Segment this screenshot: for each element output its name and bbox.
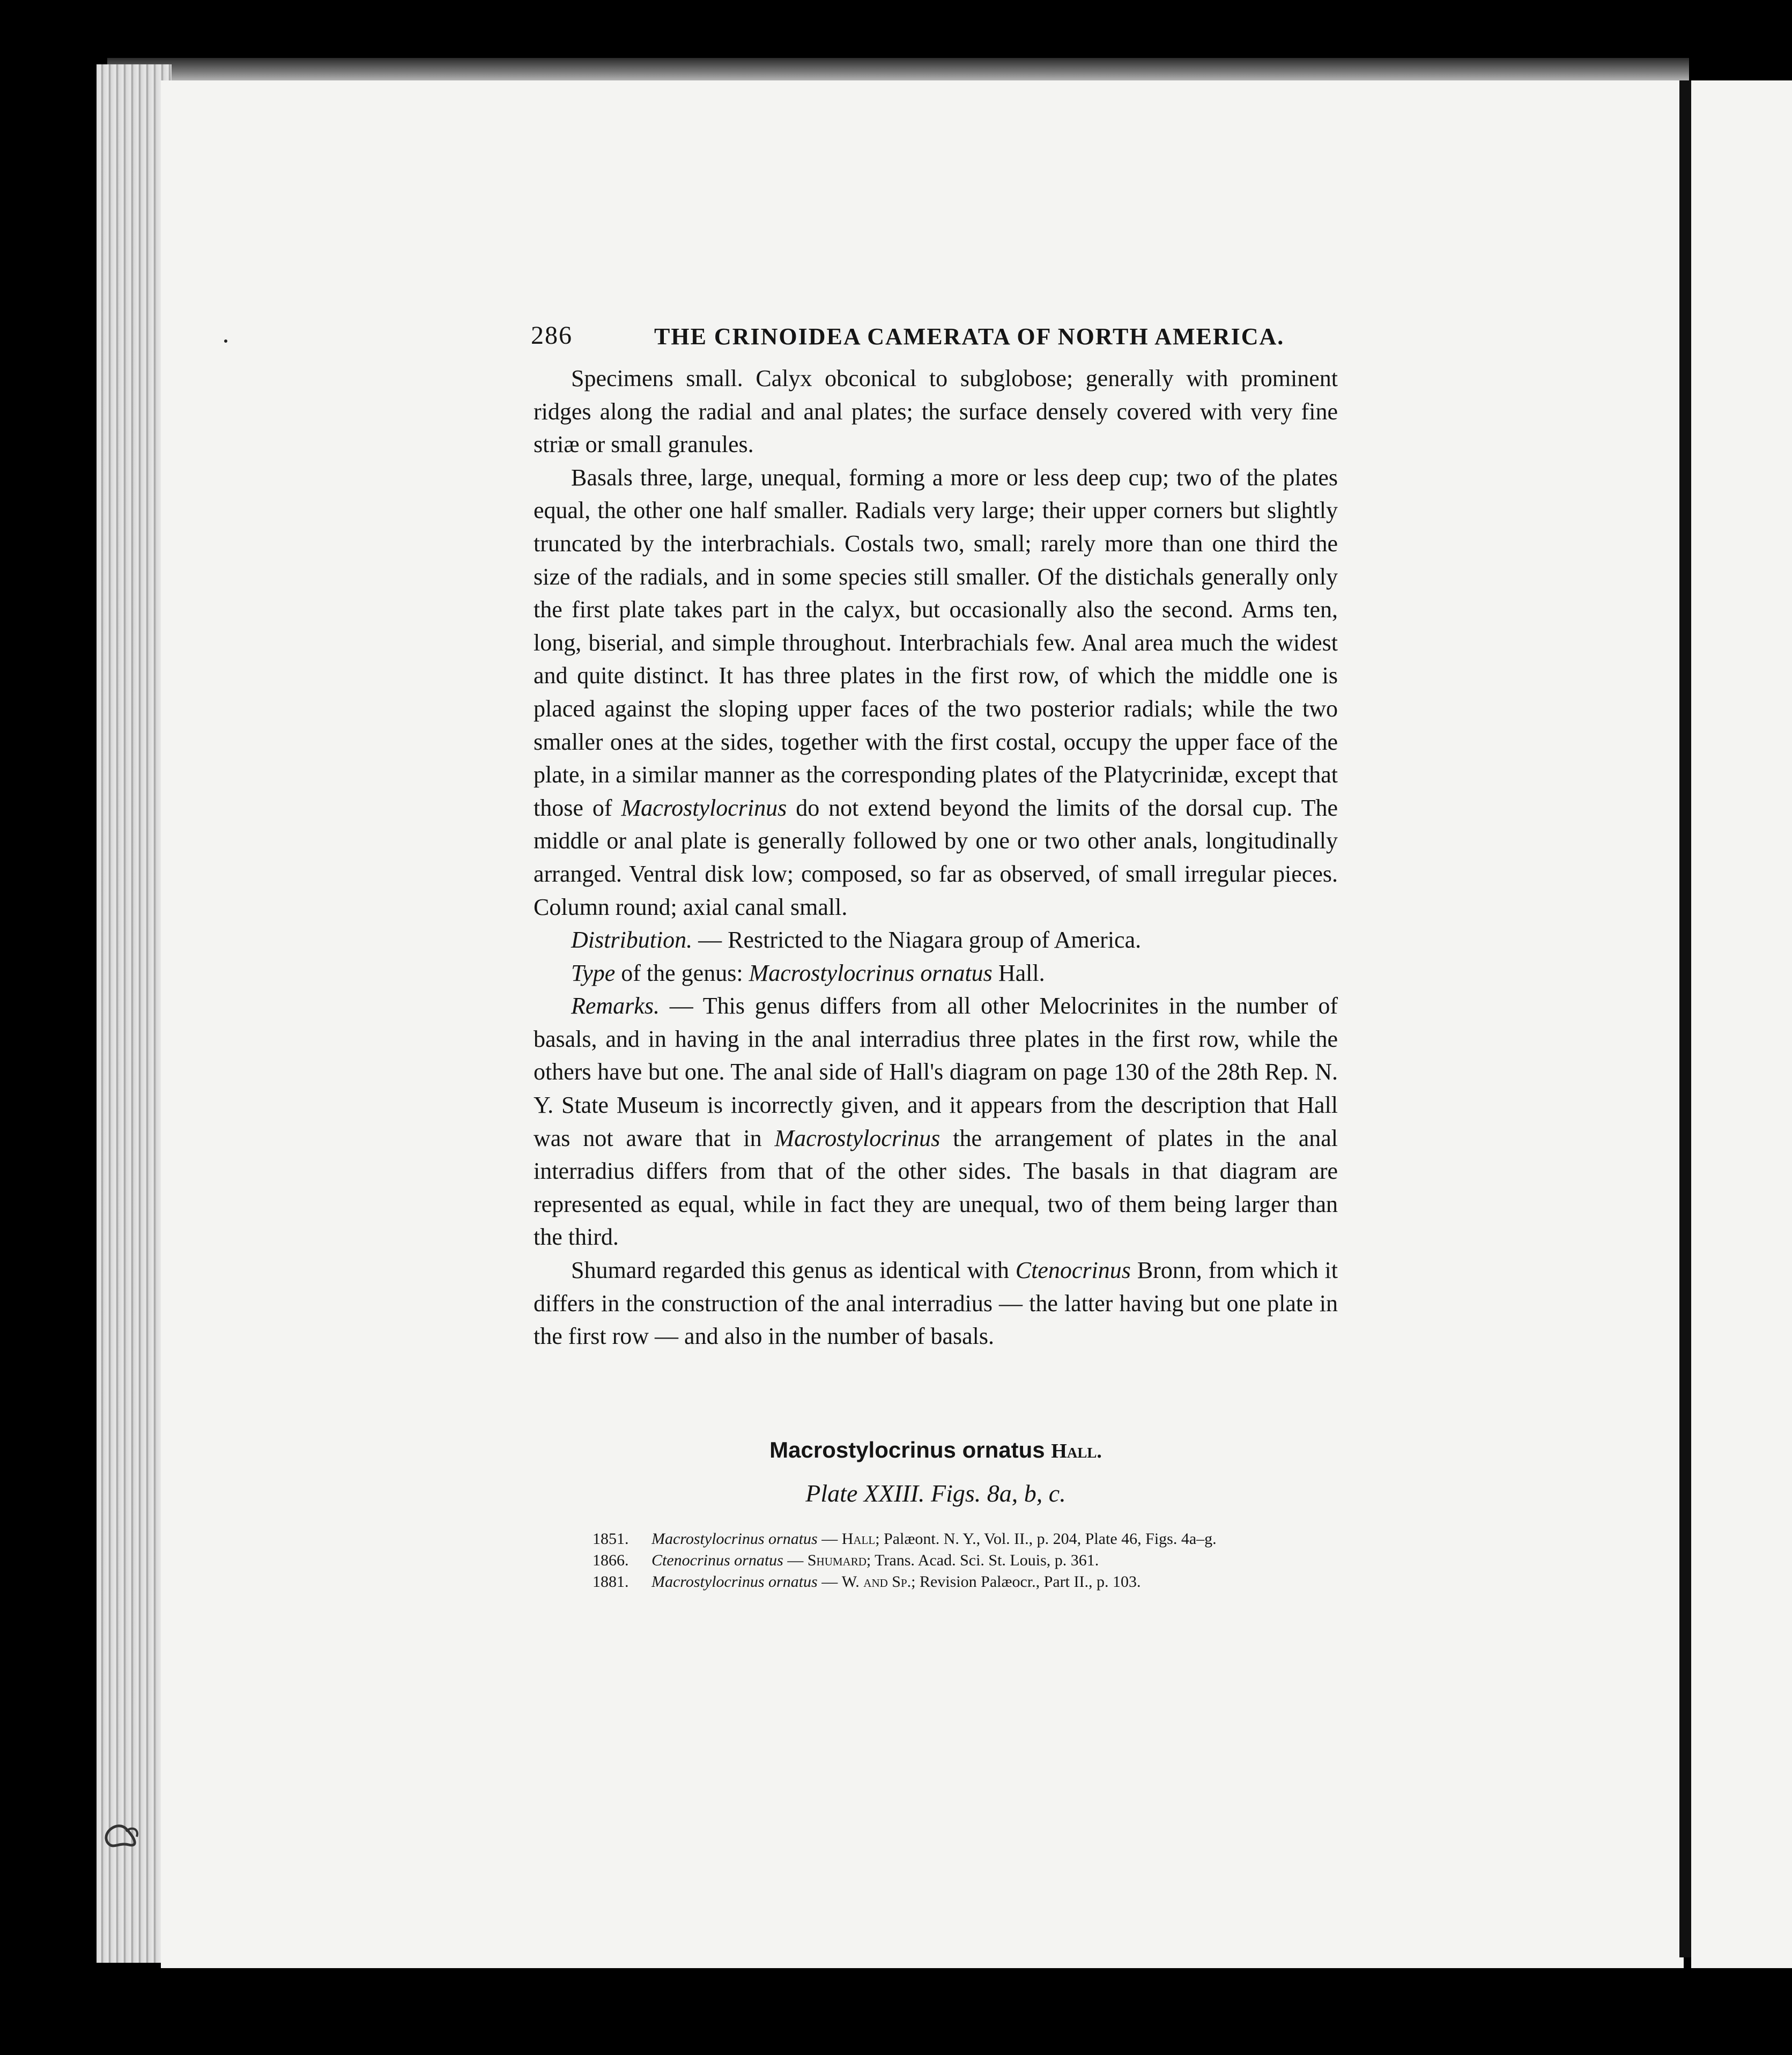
synonymy-entry <box>593 1571 1343 1593</box>
distribution-label: Distribution. <box>571 927 693 953</box>
book-page-stack <box>97 64 172 1963</box>
plate-reference: Plate XXIII. Figs. 8a, b, c. <box>805 1480 1066 1507</box>
page-gutter-shadow <box>1679 80 1691 1957</box>
page-number: 286 <box>531 321 573 350</box>
synonymy-entry <box>593 1528 1343 1550</box>
synonymy-citation: ; Palæont. N. Y., Vol. II., p. 204, Plate 46, Figs. 4a–g. <box>875 1530 1217 1548</box>
synonymy-author: Shumard <box>807 1551 867 1569</box>
synonymy-year: 1851. <box>593 1530 629 1548</box>
synonymy-name: Macrostylocrinus ornatus <box>651 1573 818 1591</box>
synonymy-name: Macrostylocrinus ornatus <box>651 1530 818 1548</box>
genus-name: Macrostylocrinus <box>621 794 787 821</box>
synonymy-year: 1881. <box>593 1573 629 1591</box>
scan-speck <box>224 339 227 343</box>
paragraph-plates <box>534 461 1338 923</box>
margin-smudge-icon <box>97 1810 148 1853</box>
paragraph-shumard <box>534 1254 1338 1353</box>
paragraph-remarks <box>534 989 1338 1254</box>
paragraph-description: Specimens small. Calyx obconical to subglobose; generally with prominent ridges along the radial and anal plates; the surface densely covered with very fine striæ or small granules. <box>534 365 1338 458</box>
type-species: Macrostylocrinus ornatus <box>749 959 993 986</box>
synonymy-sep: — <box>783 1551 808 1569</box>
type-text-a: of the genus: <box>615 959 749 986</box>
remarks-label: Remarks. <box>571 993 660 1019</box>
synonymy-author: W. and Sp. <box>841 1573 912 1591</box>
synonymy-entry <box>593 1550 1343 1571</box>
distribution-text: — Restricted to the Niagara group of America. <box>692 927 1142 953</box>
species-name: Macrostylocrinus ornatus <box>769 1437 1045 1462</box>
synonymy-name: Ctenocrinus ornatus <box>651 1551 783 1569</box>
species-author: Hall. <box>1051 1440 1102 1462</box>
remarks-genus: Macrostylocrinus <box>774 1125 941 1151</box>
synonymy-author: Hall <box>841 1530 876 1548</box>
type-text-b: Hall. <box>992 959 1045 986</box>
shumard-text-b: Bronn, from which it differs in the construction of the anal interradius — the latter having but one plate in the first row — and also in the number of basals. <box>534 1257 1338 1350</box>
remarks-text-a: — This genus differs from all other Melocrinites in the number of basals, and in having in the anal interradius three plates in the first row, while the others have but one. The anal side of Hall's diagram on page 130 of the 28th Rep. N. Y. State Museum is incorrectly given, and it appears from the description that Hall was not aware that in <box>534 993 1338 1151</box>
paragraph-plates-text-a: Basals three, large, unequal, forming a more or less deep cup; two of the plates equal, the other one half smaller. Radials very large; their upper corners but slightly truncated by the interbrachials. Costals two, small; rarely more than one third the size of the radials, and in some species still smaller. Of the distichals generally only the first plate takes part in the calyx, but occasionally also the second. Arms ten, long, biserial, and simple throughout. Interbrachials few. Anal area much the widest and quite distinct. It has three plates in the first row, of which the middle one is placed against the sloping upper faces of the two posterior radials; while the two smaller ones at the sides, together with the first costal, occupy the upper face of the plate, in a similar manner as the corresponding plates of the Platycrinidæ, except that those of <box>534 464 1338 821</box>
paragraph-type <box>534 957 1338 990</box>
synonymy-citation: ; Trans. Acad. Sci. St. Louis, p. 361. <box>866 1551 1099 1569</box>
remarks-text-b: the arrangement of plates in the anal interradius differs from that of the other sides. The basals in that diagram are represented as equal, while in fact they are unequal, two of them being larger than the third. <box>534 1125 1338 1251</box>
synonymy-list <box>593 1528 1343 1593</box>
synonymy-sep: — <box>817 1530 842 1548</box>
body-text <box>534 362 1338 1353</box>
paragraph-distribution <box>534 923 1338 957</box>
synonymy-year: 1866. <box>593 1551 629 1569</box>
running-head <box>531 321 1335 358</box>
synonymy-citation: ; Revision Palæocr., Part II., p. 103. <box>911 1573 1141 1591</box>
synonymy-sep: — <box>817 1573 842 1591</box>
type-label: Type <box>571 959 616 986</box>
shumard-text-a: Shumard regarded this genus as identical with <box>571 1257 1016 1284</box>
species-heading <box>534 1437 1338 1463</box>
shumard-genus: Ctenocrinus <box>1015 1257 1131 1284</box>
paragraph-plates-text-b: do not extend beyond the limits of the dorsal cup. The middle or anal plate is generally followed by one or two other anals, longitudinally arranged. Ventral disk low; composed, so far as observed, of small irregular pieces. Column round; axial canal small. <box>534 794 1338 920</box>
running-title: THE CRINOIDEA CAMERATA OF NORTH AMERICA. <box>654 323 1285 350</box>
facing-page-strip <box>1691 80 1792 1968</box>
